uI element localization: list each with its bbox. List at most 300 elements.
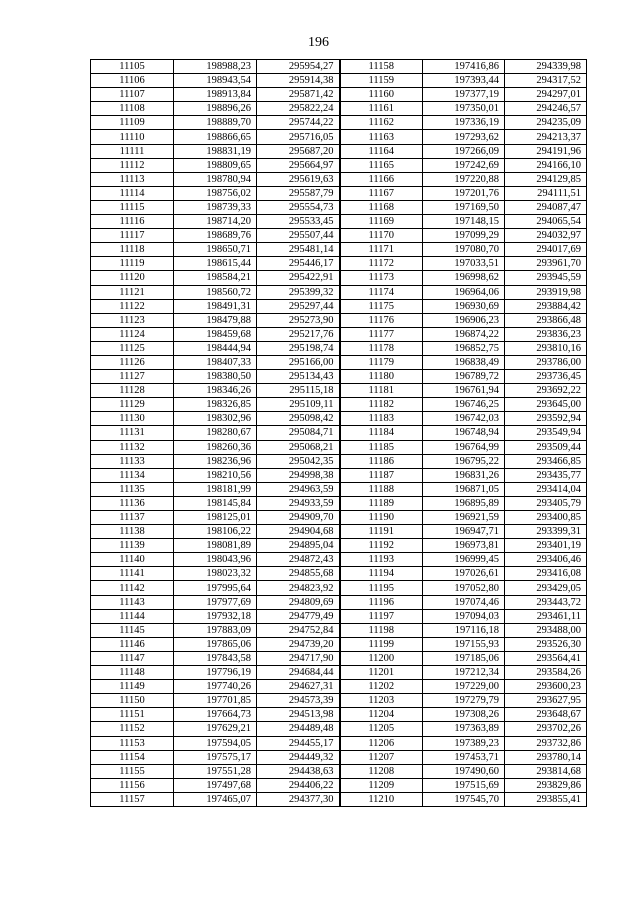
y-coordinate-cell: 295042,35: [257, 454, 340, 468]
table-row: [91, 229, 587, 243]
table-row: [91, 313, 587, 327]
x-coordinate-cell: 197026,61: [423, 567, 505, 581]
point-number-cell: 11202: [340, 680, 423, 694]
y-coordinate-cell: 293399,31: [505, 525, 587, 539]
table-row: [91, 623, 587, 637]
table-row: [91, 299, 587, 313]
point-number-cell: 11154: [91, 750, 174, 764]
y-coordinate-cell: 295273,90: [257, 313, 340, 327]
point-number-cell: 11108: [91, 102, 174, 116]
y-coordinate-cell: 293584,26: [505, 666, 587, 680]
point-number-cell: 11155: [91, 764, 174, 778]
table-row: [91, 243, 587, 257]
point-number-cell: 11178: [340, 341, 423, 355]
x-coordinate-cell: 197155,93: [423, 637, 505, 651]
y-coordinate-cell: 295716,05: [257, 130, 340, 144]
point-number-cell: 11204: [340, 708, 423, 722]
point-number-cell: 11113: [91, 172, 174, 186]
y-coordinate-cell: 294823,92: [257, 581, 340, 595]
y-coordinate-cell: 293509,44: [505, 440, 587, 454]
point-number-cell: 11174: [340, 285, 423, 299]
table-row: [91, 666, 587, 680]
y-coordinate-cell: 294087,47: [505, 200, 587, 214]
table-row: [91, 88, 587, 102]
y-coordinate-cell: 294933,59: [257, 496, 340, 510]
table-row: [91, 144, 587, 158]
table-row: [91, 355, 587, 369]
y-coordinate-cell: 293780,14: [505, 750, 587, 764]
point-number-cell: 11117: [91, 229, 174, 243]
x-coordinate-cell: 196964,06: [423, 285, 505, 299]
point-number-cell: 11130: [91, 412, 174, 426]
y-coordinate-cell: 293919,98: [505, 285, 587, 299]
y-coordinate-cell: 293836,23: [505, 327, 587, 341]
x-coordinate-cell: 198444,94: [174, 341, 257, 355]
y-coordinate-cell: 294809,69: [257, 595, 340, 609]
point-number-cell: 11180: [340, 370, 423, 384]
y-coordinate-cell: 294684,44: [257, 666, 340, 680]
y-coordinate-cell: 294489,48: [257, 722, 340, 736]
point-number-cell: 11133: [91, 454, 174, 468]
table-row: [91, 74, 587, 88]
y-coordinate-cell: 293488,00: [505, 623, 587, 637]
y-coordinate-cell: 295871,42: [257, 88, 340, 102]
y-coordinate-cell: 294963,59: [257, 482, 340, 496]
x-coordinate-cell: 197393,44: [423, 74, 505, 88]
point-number-cell: 11163: [340, 130, 423, 144]
x-coordinate-cell: 196748,94: [423, 426, 505, 440]
x-coordinate-cell: 198145,84: [174, 496, 257, 510]
y-coordinate-cell: 294246,57: [505, 102, 587, 116]
y-coordinate-cell: 293443,72: [505, 595, 587, 609]
table-row: [91, 637, 587, 651]
y-coordinate-cell: 294998,38: [257, 468, 340, 482]
point-number-cell: 11145: [91, 623, 174, 637]
y-coordinate-cell: 294297,01: [505, 88, 587, 102]
point-number-cell: 11196: [340, 595, 423, 609]
x-coordinate-cell: 197629,21: [174, 722, 257, 736]
x-coordinate-cell: 196852,75: [423, 341, 505, 355]
x-coordinate-cell: 196874,22: [423, 327, 505, 341]
y-coordinate-cell: 293466,85: [505, 454, 587, 468]
x-coordinate-cell: 198125,01: [174, 511, 257, 525]
y-coordinate-cell: 293564,41: [505, 651, 587, 665]
x-coordinate-cell: 198560,72: [174, 285, 257, 299]
x-coordinate-cell: 197594,05: [174, 736, 257, 750]
y-coordinate-cell: 295664,97: [257, 158, 340, 172]
x-coordinate-cell: 198943,54: [174, 74, 257, 88]
y-coordinate-cell: 295822,24: [257, 102, 340, 116]
y-coordinate-cell: 294739,20: [257, 637, 340, 651]
coordinates-table: [90, 59, 587, 807]
point-number-cell: 11160: [340, 88, 423, 102]
table-row: [91, 468, 587, 482]
table-row: [91, 736, 587, 750]
table-row: [91, 694, 587, 708]
x-coordinate-cell: 198407,33: [174, 355, 257, 369]
point-number-cell: 11153: [91, 736, 174, 750]
y-coordinate-cell: 293549,94: [505, 426, 587, 440]
point-number-cell: 11187: [340, 468, 423, 482]
x-coordinate-cell: 198459,68: [174, 327, 257, 341]
point-number-cell: 11110: [91, 130, 174, 144]
point-number-cell: 11128: [91, 384, 174, 398]
y-coordinate-cell: 295446,17: [257, 257, 340, 271]
point-number-cell: 11205: [340, 722, 423, 736]
point-number-cell: 11208: [340, 764, 423, 778]
x-coordinate-cell: 196895,89: [423, 496, 505, 510]
point-number-cell: 11132: [91, 440, 174, 454]
point-number-cell: 11188: [340, 482, 423, 496]
x-coordinate-cell: 197242,69: [423, 158, 505, 172]
y-coordinate-cell: 295422,91: [257, 271, 340, 285]
point-number-cell: 11131: [91, 426, 174, 440]
y-coordinate-cell: 293702,26: [505, 722, 587, 736]
point-number-cell: 11120: [91, 271, 174, 285]
table-row: [91, 426, 587, 440]
table-row: [91, 370, 587, 384]
y-coordinate-cell: 295744,22: [257, 116, 340, 130]
x-coordinate-cell: 197740,26: [174, 680, 257, 694]
y-coordinate-cell: 294129,85: [505, 172, 587, 186]
point-number-cell: 11136: [91, 496, 174, 510]
x-coordinate-cell: 197701,85: [174, 694, 257, 708]
point-number-cell: 11152: [91, 722, 174, 736]
x-coordinate-cell: 198913,84: [174, 88, 257, 102]
x-coordinate-cell: 197169,50: [423, 200, 505, 214]
table-row: [91, 680, 587, 694]
point-number-cell: 11190: [340, 511, 423, 525]
x-coordinate-cell: 196973,81: [423, 539, 505, 553]
x-coordinate-cell: 196761,94: [423, 384, 505, 398]
x-coordinate-cell: 197843,58: [174, 651, 257, 665]
table-row: [91, 778, 587, 792]
y-coordinate-cell: 293855,41: [505, 792, 587, 806]
y-coordinate-cell: 294627,31: [257, 680, 340, 694]
x-coordinate-cell: 196930,69: [423, 299, 505, 313]
table-row: [91, 482, 587, 496]
y-coordinate-cell: 295217,76: [257, 327, 340, 341]
table-row: [91, 609, 587, 623]
table-row: [91, 581, 587, 595]
point-number-cell: 11141: [91, 567, 174, 581]
x-coordinate-cell: 198326,85: [174, 398, 257, 412]
x-coordinate-cell: 197551,28: [174, 764, 257, 778]
y-coordinate-cell: 293814,68: [505, 764, 587, 778]
table-row: [91, 215, 587, 229]
x-coordinate-cell: 198739,33: [174, 200, 257, 214]
point-number-cell: 11111: [91, 144, 174, 158]
y-coordinate-cell: 293648,67: [505, 708, 587, 722]
point-number-cell: 11123: [91, 313, 174, 327]
point-number-cell: 11168: [340, 200, 423, 214]
table-row: [91, 722, 587, 736]
y-coordinate-cell: 295068,21: [257, 440, 340, 454]
x-coordinate-cell: 197074,46: [423, 595, 505, 609]
x-coordinate-cell: 197266,09: [423, 144, 505, 158]
y-coordinate-cell: 294339,98: [505, 60, 587, 74]
y-coordinate-cell: 293406,46: [505, 553, 587, 567]
x-coordinate-cell: 197220,88: [423, 172, 505, 186]
table-row: [91, 257, 587, 271]
y-coordinate-cell: 293461,11: [505, 609, 587, 623]
table-row: [91, 398, 587, 412]
point-number-cell: 11119: [91, 257, 174, 271]
point-number-cell: 11116: [91, 215, 174, 229]
y-coordinate-cell: 294855,68: [257, 567, 340, 581]
point-number-cell: 11135: [91, 482, 174, 496]
x-coordinate-cell: 198866,65: [174, 130, 257, 144]
point-number-cell: 11169: [340, 215, 423, 229]
y-coordinate-cell: 294377,30: [257, 792, 340, 806]
x-coordinate-cell: 197497,68: [174, 778, 257, 792]
point-number-cell: 11199: [340, 637, 423, 651]
point-number-cell: 11166: [340, 172, 423, 186]
point-number-cell: 11161: [340, 102, 423, 116]
x-coordinate-cell: 196999,45: [423, 553, 505, 567]
table-row: [91, 553, 587, 567]
y-coordinate-cell: 294065,54: [505, 215, 587, 229]
point-number-cell: 11157: [91, 792, 174, 806]
y-coordinate-cell: 294573,39: [257, 694, 340, 708]
x-coordinate-cell: 197052,80: [423, 581, 505, 595]
point-number-cell: 11115: [91, 200, 174, 214]
x-coordinate-cell: 197932,18: [174, 609, 257, 623]
x-coordinate-cell: 198043,96: [174, 553, 257, 567]
point-number-cell: 11175: [340, 299, 423, 313]
x-coordinate-cell: 197389,23: [423, 736, 505, 750]
x-coordinate-cell: 197099,29: [423, 229, 505, 243]
x-coordinate-cell: 197865,06: [174, 637, 257, 651]
y-coordinate-cell: 293645,00: [505, 398, 587, 412]
x-coordinate-cell: 197796,19: [174, 666, 257, 680]
table-row: [91, 60, 587, 74]
y-coordinate-cell: 293736,45: [505, 370, 587, 384]
point-number-cell: 11170: [340, 229, 423, 243]
y-coordinate-cell: 294032,97: [505, 229, 587, 243]
y-coordinate-cell: 293884,42: [505, 299, 587, 313]
y-coordinate-cell: 293810,16: [505, 341, 587, 355]
point-number-cell: 11185: [340, 440, 423, 454]
y-coordinate-cell: 295914,38: [257, 74, 340, 88]
x-coordinate-cell: 198260,36: [174, 440, 257, 454]
x-coordinate-cell: 196831,26: [423, 468, 505, 482]
point-number-cell: 11172: [340, 257, 423, 271]
y-coordinate-cell: 295115,18: [257, 384, 340, 398]
y-coordinate-cell: 293435,77: [505, 468, 587, 482]
x-coordinate-cell: 196764,99: [423, 440, 505, 454]
y-coordinate-cell: 295098,42: [257, 412, 340, 426]
point-number-cell: 11146: [91, 637, 174, 651]
y-coordinate-cell: 293732,86: [505, 736, 587, 750]
x-coordinate-cell: 198831,19: [174, 144, 257, 158]
table-row: [91, 130, 587, 144]
y-coordinate-cell: 293401,19: [505, 539, 587, 553]
y-coordinate-cell: 295297,44: [257, 299, 340, 313]
x-coordinate-cell: 196906,23: [423, 313, 505, 327]
y-coordinate-cell: 295954,27: [257, 60, 340, 74]
y-coordinate-cell: 294017,69: [505, 243, 587, 257]
table-row: [91, 158, 587, 172]
y-coordinate-cell: 293961,70: [505, 257, 587, 271]
x-coordinate-cell: 197293,62: [423, 130, 505, 144]
x-coordinate-cell: 197490,60: [423, 764, 505, 778]
point-number-cell: 11194: [340, 567, 423, 581]
point-number-cell: 11137: [91, 511, 174, 525]
x-coordinate-cell: 196998,62: [423, 271, 505, 285]
point-number-cell: 11197: [340, 609, 423, 623]
x-coordinate-cell: 196838,49: [423, 355, 505, 369]
point-number-cell: 11129: [91, 398, 174, 412]
point-number-cell: 11126: [91, 355, 174, 369]
point-number-cell: 11107: [91, 88, 174, 102]
x-coordinate-cell: 198210,56: [174, 468, 257, 482]
y-coordinate-cell: 295507,44: [257, 229, 340, 243]
point-number-cell: 11164: [340, 144, 423, 158]
x-coordinate-cell: 196789,72: [423, 370, 505, 384]
x-coordinate-cell: 198650,71: [174, 243, 257, 257]
table-row: [91, 412, 587, 426]
x-coordinate-cell: 197377,19: [423, 88, 505, 102]
y-coordinate-cell: 295166,00: [257, 355, 340, 369]
x-coordinate-cell: 197185,06: [423, 651, 505, 665]
point-number-cell: 11143: [91, 595, 174, 609]
point-number-cell: 11182: [340, 398, 423, 412]
point-number-cell: 11127: [91, 370, 174, 384]
table-row: [91, 511, 587, 525]
y-coordinate-cell: 293414,04: [505, 482, 587, 496]
table-row: [91, 440, 587, 454]
x-coordinate-cell: 197545,70: [423, 792, 505, 806]
point-number-cell: 11106: [91, 74, 174, 88]
x-coordinate-cell: 196742,03: [423, 412, 505, 426]
y-coordinate-cell: 293786,00: [505, 355, 587, 369]
x-coordinate-cell: 198380,50: [174, 370, 257, 384]
x-coordinate-cell: 198584,21: [174, 271, 257, 285]
point-number-cell: 11181: [340, 384, 423, 398]
table-row: [91, 496, 587, 510]
y-coordinate-cell: 294191,96: [505, 144, 587, 158]
y-coordinate-cell: 294909,70: [257, 511, 340, 525]
x-coordinate-cell: 197212,34: [423, 666, 505, 680]
y-coordinate-cell: 293627,95: [505, 694, 587, 708]
y-coordinate-cell: 293400,85: [505, 511, 587, 525]
x-coordinate-cell: 198780,94: [174, 172, 257, 186]
point-number-cell: 11118: [91, 243, 174, 257]
y-coordinate-cell: 295533,45: [257, 215, 340, 229]
table-row: [91, 708, 587, 722]
y-coordinate-cell: 294779,49: [257, 609, 340, 623]
y-coordinate-cell: 293526,30: [505, 637, 587, 651]
y-coordinate-cell: 294904,68: [257, 525, 340, 539]
point-number-cell: 11189: [340, 496, 423, 510]
table-row: [91, 651, 587, 665]
point-number-cell: 11139: [91, 539, 174, 553]
point-number-cell: 11142: [91, 581, 174, 595]
y-coordinate-cell: 293405,79: [505, 496, 587, 510]
point-number-cell: 11186: [340, 454, 423, 468]
point-number-cell: 11191: [340, 525, 423, 539]
point-number-cell: 11198: [340, 623, 423, 637]
x-coordinate-cell: 198302,96: [174, 412, 257, 426]
point-number-cell: 11200: [340, 651, 423, 665]
x-coordinate-cell: 198615,44: [174, 257, 257, 271]
x-coordinate-cell: 197465,07: [174, 792, 257, 806]
point-number-cell: 11173: [340, 271, 423, 285]
x-coordinate-cell: 198714,20: [174, 215, 257, 229]
y-coordinate-cell: 294513,98: [257, 708, 340, 722]
y-coordinate-cell: 295399,32: [257, 285, 340, 299]
table-row: [91, 764, 587, 778]
y-coordinate-cell: 295587,79: [257, 186, 340, 200]
point-number-cell: 11147: [91, 651, 174, 665]
y-coordinate-cell: 294449,32: [257, 750, 340, 764]
point-number-cell: 11165: [340, 158, 423, 172]
x-coordinate-cell: 198689,76: [174, 229, 257, 243]
x-coordinate-cell: 197350,01: [423, 102, 505, 116]
y-coordinate-cell: 294317,52: [505, 74, 587, 88]
y-coordinate-cell: 295198,74: [257, 341, 340, 355]
point-number-cell: 11184: [340, 426, 423, 440]
x-coordinate-cell: 196795,22: [423, 454, 505, 468]
table-row: [91, 454, 587, 468]
x-coordinate-cell: 198479,88: [174, 313, 257, 327]
point-number-cell: 11150: [91, 694, 174, 708]
y-coordinate-cell: 293945,59: [505, 271, 587, 285]
x-coordinate-cell: 198280,67: [174, 426, 257, 440]
table-row: [91, 116, 587, 130]
y-coordinate-cell: 294752,84: [257, 623, 340, 637]
point-number-cell: 11151: [91, 708, 174, 722]
point-number-cell: 11171: [340, 243, 423, 257]
y-coordinate-cell: 295554,73: [257, 200, 340, 214]
x-coordinate-cell: 198181,99: [174, 482, 257, 496]
point-number-cell: 11121: [91, 285, 174, 299]
point-number-cell: 11159: [340, 74, 423, 88]
table-row: [91, 186, 587, 200]
y-coordinate-cell: 294455,17: [257, 736, 340, 750]
point-number-cell: 11206: [340, 736, 423, 750]
y-coordinate-cell: 293829,86: [505, 778, 587, 792]
point-number-cell: 11167: [340, 186, 423, 200]
y-coordinate-cell: 294111,51: [505, 186, 587, 200]
x-coordinate-cell: 198491,31: [174, 299, 257, 313]
y-coordinate-cell: 295084,71: [257, 426, 340, 440]
x-coordinate-cell: 197033,51: [423, 257, 505, 271]
x-coordinate-cell: 197995,64: [174, 581, 257, 595]
page-number: 196: [308, 35, 329, 50]
point-number-cell: 11125: [91, 341, 174, 355]
point-number-cell: 11183: [340, 412, 423, 426]
y-coordinate-cell: 294406,22: [257, 778, 340, 792]
table-row: [91, 525, 587, 539]
x-coordinate-cell: 197977,69: [174, 595, 257, 609]
x-coordinate-cell: 197229,00: [423, 680, 505, 694]
table-row: [91, 200, 587, 214]
y-coordinate-cell: 294717,90: [257, 651, 340, 665]
x-coordinate-cell: 198889,70: [174, 116, 257, 130]
table-row: [91, 567, 587, 581]
x-coordinate-cell: 197664,73: [174, 708, 257, 722]
point-number-cell: 11209: [340, 778, 423, 792]
x-coordinate-cell: 198023,32: [174, 567, 257, 581]
x-coordinate-cell: 197279,79: [423, 694, 505, 708]
point-number-cell: 11138: [91, 525, 174, 539]
x-coordinate-cell: 197148,15: [423, 215, 505, 229]
point-number-cell: 11144: [91, 609, 174, 623]
table-row: [91, 384, 587, 398]
x-coordinate-cell: 198081,89: [174, 539, 257, 553]
